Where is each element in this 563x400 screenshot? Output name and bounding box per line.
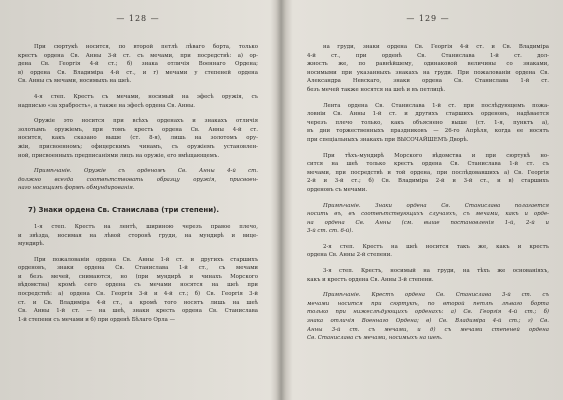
text-line: жность же, по равнѣйшему, одинаковой величины со знаками, — [307, 61, 549, 68]
text-line: носимыми при указанныхъ знакахъ на груди. При пожалованіи ордена Св. — [307, 69, 549, 76]
text-line: Примѣчаніе. Крестъ ордена Св. Станислава 3-й ст. съ — [323, 292, 549, 299]
text-line: безъ мечей также носятся на шеѣ и въ петлицѣ. — [307, 86, 446, 93]
text-line: Оружіе это носится при всѣхъ орденахъ и знакахъ отличія — [34, 118, 258, 125]
text-line: орденовъ, знаки ордена Св. Станислава 1-й ст., съ мечами — [18, 265, 258, 272]
text-line: носить въ, въ соотвѣтствующихъ случаяхъ, съ мечами, какъ и орде- — [307, 211, 549, 218]
page-left — [0, 0, 272, 400]
paragraph — [307, 102, 549, 145]
text-line: 3-я степ. Крестъ, носимый на груди, на тѣхъ же основаніяхъ, — [323, 268, 549, 275]
text-line: 3-й ст. ст. 6-й). — [307, 228, 354, 235]
text-line: мечами, при посредствѣ и той ордена, при послѣдовавшихъ а) Св. Георгія — [307, 169, 549, 176]
paragraph — [18, 93, 258, 110]
text-line: и безъ мечей, снимаются, но (при мундирѣ и чинахъ Морского — [18, 273, 258, 280]
text-line: сится на шеѣ только крестъ ордена Св. Станислава 1-й ст. съ — [307, 161, 549, 168]
text-line: ордена Св. Анны 2-й степени. — [307, 252, 393, 259]
text-line: Примѣчаніе. Оружіе съ орденомъ Св. Анны 4-й ст. — [34, 168, 258, 175]
text-line: надписью «за храбрость», а также на эфесѣ ордена Св. Анны. — [18, 102, 196, 109]
text-line: должно всегда соотвѣтствовать образцу оружія, присвоен- — [18, 176, 258, 183]
paragraph — [307, 43, 549, 95]
text-line: знака отличія Военнаго Ордена; в) Св. Владиміра 4-й ст.; г) Св. — [307, 318, 549, 325]
text-line: 4-я степ. Крестъ съ мечами, носимый на эфесѣ оружія, съ — [34, 93, 258, 100]
book-fold — [276, 0, 286, 400]
paragraph — [307, 152, 549, 195]
text-line: золотымъ оружіемъ, при томъ кресть ордена Св. Анны 4-й ст. — [18, 126, 258, 133]
text-line: При сюртукѣ носится, по второй петлѣ лѣваго борта, только — [34, 44, 258, 50]
text-line: ной, присвоенныхъ предписаніями лицъ на оружіе, его вмѣщающемъ. — [18, 152, 220, 159]
page-right — [291, 0, 563, 400]
paragraph — [18, 167, 258, 193]
paragraph — [18, 256, 258, 325]
text-line: в) ордена Св. Владиміра 4-й ст., и г) мечами у степеней ордена — [18, 69, 258, 76]
text-line: наго носящимъ формѣ обмундированія. — [18, 185, 135, 192]
text-line: жіи, присвоенномъ; офицерскимъ чинамъ, съ оружіемъ установлен- — [18, 143, 258, 150]
text-line: Александра Невскаго, знаки ордена Св. Станислава 1-й ст. — [307, 78, 549, 85]
text-line: 1-й степени съ мечами и б) при орденѣ Бѣлаго Орла — — [18, 316, 175, 323]
text-line: въ дни торжественныхъ праздниковъ — 26-го Апрѣля, когда ее носятъ — [307, 128, 549, 135]
text-line: Примѣчаніе. Знаки ордена Св. Станислава полагается — [323, 202, 549, 209]
text-line: посредствѣ: а) ордена Св. Георгія 3-й и 4-й ст.; б) Св. Георгія 3-й — [18, 291, 258, 298]
text-line: вѣдомства) кромѣ сего ордена съ мечами носятся на шеѣ при — [18, 282, 258, 289]
text-line: и звѣзда, носимая на лѣвой сторонѣ груди, на мундирѣ и вице- — [18, 232, 258, 239]
text-line: 2-й и 3-й ст.; б) Св. Владиміра 2-й и 3-й ст., и в) старшихъ — [307, 178, 549, 185]
text-line: При пожалованіи ордена Св. Анны 1-й ст. и другихъ старшихъ — [34, 256, 258, 263]
text-line: 2-я степ. Крестъ на шеѣ носится такъ же, какъ и крестъ — [323, 243, 549, 250]
text-line: носится, какъ сказано выше (ст. 8-я), лишь на золотомъ ору- — [18, 135, 258, 142]
text-line: мечами носится при сюртукѣ, по второй петлѣ лѣваго борта — [307, 300, 549, 307]
text-line: черезъ плечо только, какъ объяснено выше (ст. 1-я, пунктъ а), — [307, 119, 549, 126]
paragraph — [307, 291, 549, 343]
text-line: Св. Станислава съ мечами, носимыхъ на шеѣ. — [307, 335, 443, 342]
text-line: 1-я степ. Крестъ на лентѣ, шириною черезъ правое плечо, — [34, 223, 258, 230]
text-line: при спеціальныхъ знакахъ при ВЫСОЧАЙШЕМЪ Дворѣ. — [307, 136, 469, 143]
text-line: мундирѣ. — [18, 241, 45, 248]
text-line: ловніи Св. Анны 1-й ст. и другихъ старшихъ орденовъ, надѣвается — [307, 111, 549, 118]
text-line: Анны 3-й ст. съ мечами, и д) съ мечами степеней ордена — [307, 326, 549, 333]
paragraph — [307, 243, 549, 260]
paragraph — [307, 202, 549, 236]
section-heading: 7) Знаки ордена Св. Станислава (три степени). — [28, 205, 220, 214]
paragraph — [18, 223, 258, 249]
paragraph — [18, 43, 258, 86]
paragraph — [307, 267, 549, 284]
paragraph — [18, 117, 258, 160]
text-line: на груди, знаки ордена Св. Георгія 4-й ст. и Св. Владиміра — [323, 44, 549, 50]
text-line: Св. Анны 1-й ст. — на шеѣ, знаки кресть ордена Св. Станислава — [18, 308, 258, 315]
text-line: крестъ ордена Св. Анны 3-й ст. съ мечами, при посредствѣ: а) ор- — [18, 52, 258, 59]
text-line: на ордена Св. Анны (см. выше постановленія 1-й, 2-й и — [307, 219, 549, 226]
page-number-left: — 128 — — [116, 14, 160, 23]
right-text — [307, 43, 549, 343]
text-line: только при нижеслѣдующихъ орденахъ: а) Св. Георгія 4-й ст.; б) — [307, 309, 549, 316]
text-line: При тѣхъ-мундирѣ Морского вѣдомства и при сюртукѣ но- — [323, 152, 549, 159]
text-line: ст. и Св. Владиміра 4-й ст., а кромѣ того носятъ лишь на шеѣ — [18, 299, 258, 306]
text-line: Лента ордена Св. Станислава 1-й ст. при послѣдующемъ пожа- — [323, 102, 549, 109]
text-line: орденовъ съ мечами. — [307, 186, 368, 193]
page-number-right: — 129 — — [406, 14, 450, 23]
text-line: дена Св. Георгія 4-й ст.; б) знака отличія Военнаго Ордена; — [18, 61, 258, 68]
text-line: Св. Анны съ мечами, носимыхъ на шеѣ. — [18, 78, 132, 85]
text-line: 4-й ст., при орденѣ Св. Станислава 1-й ст. дол- — [307, 52, 549, 59]
left-text-bottom — [18, 223, 258, 325]
left-text-top — [18, 43, 258, 193]
text-line: какъ и крестъ ордена Св. Анны 3-й степени. — [307, 276, 434, 283]
